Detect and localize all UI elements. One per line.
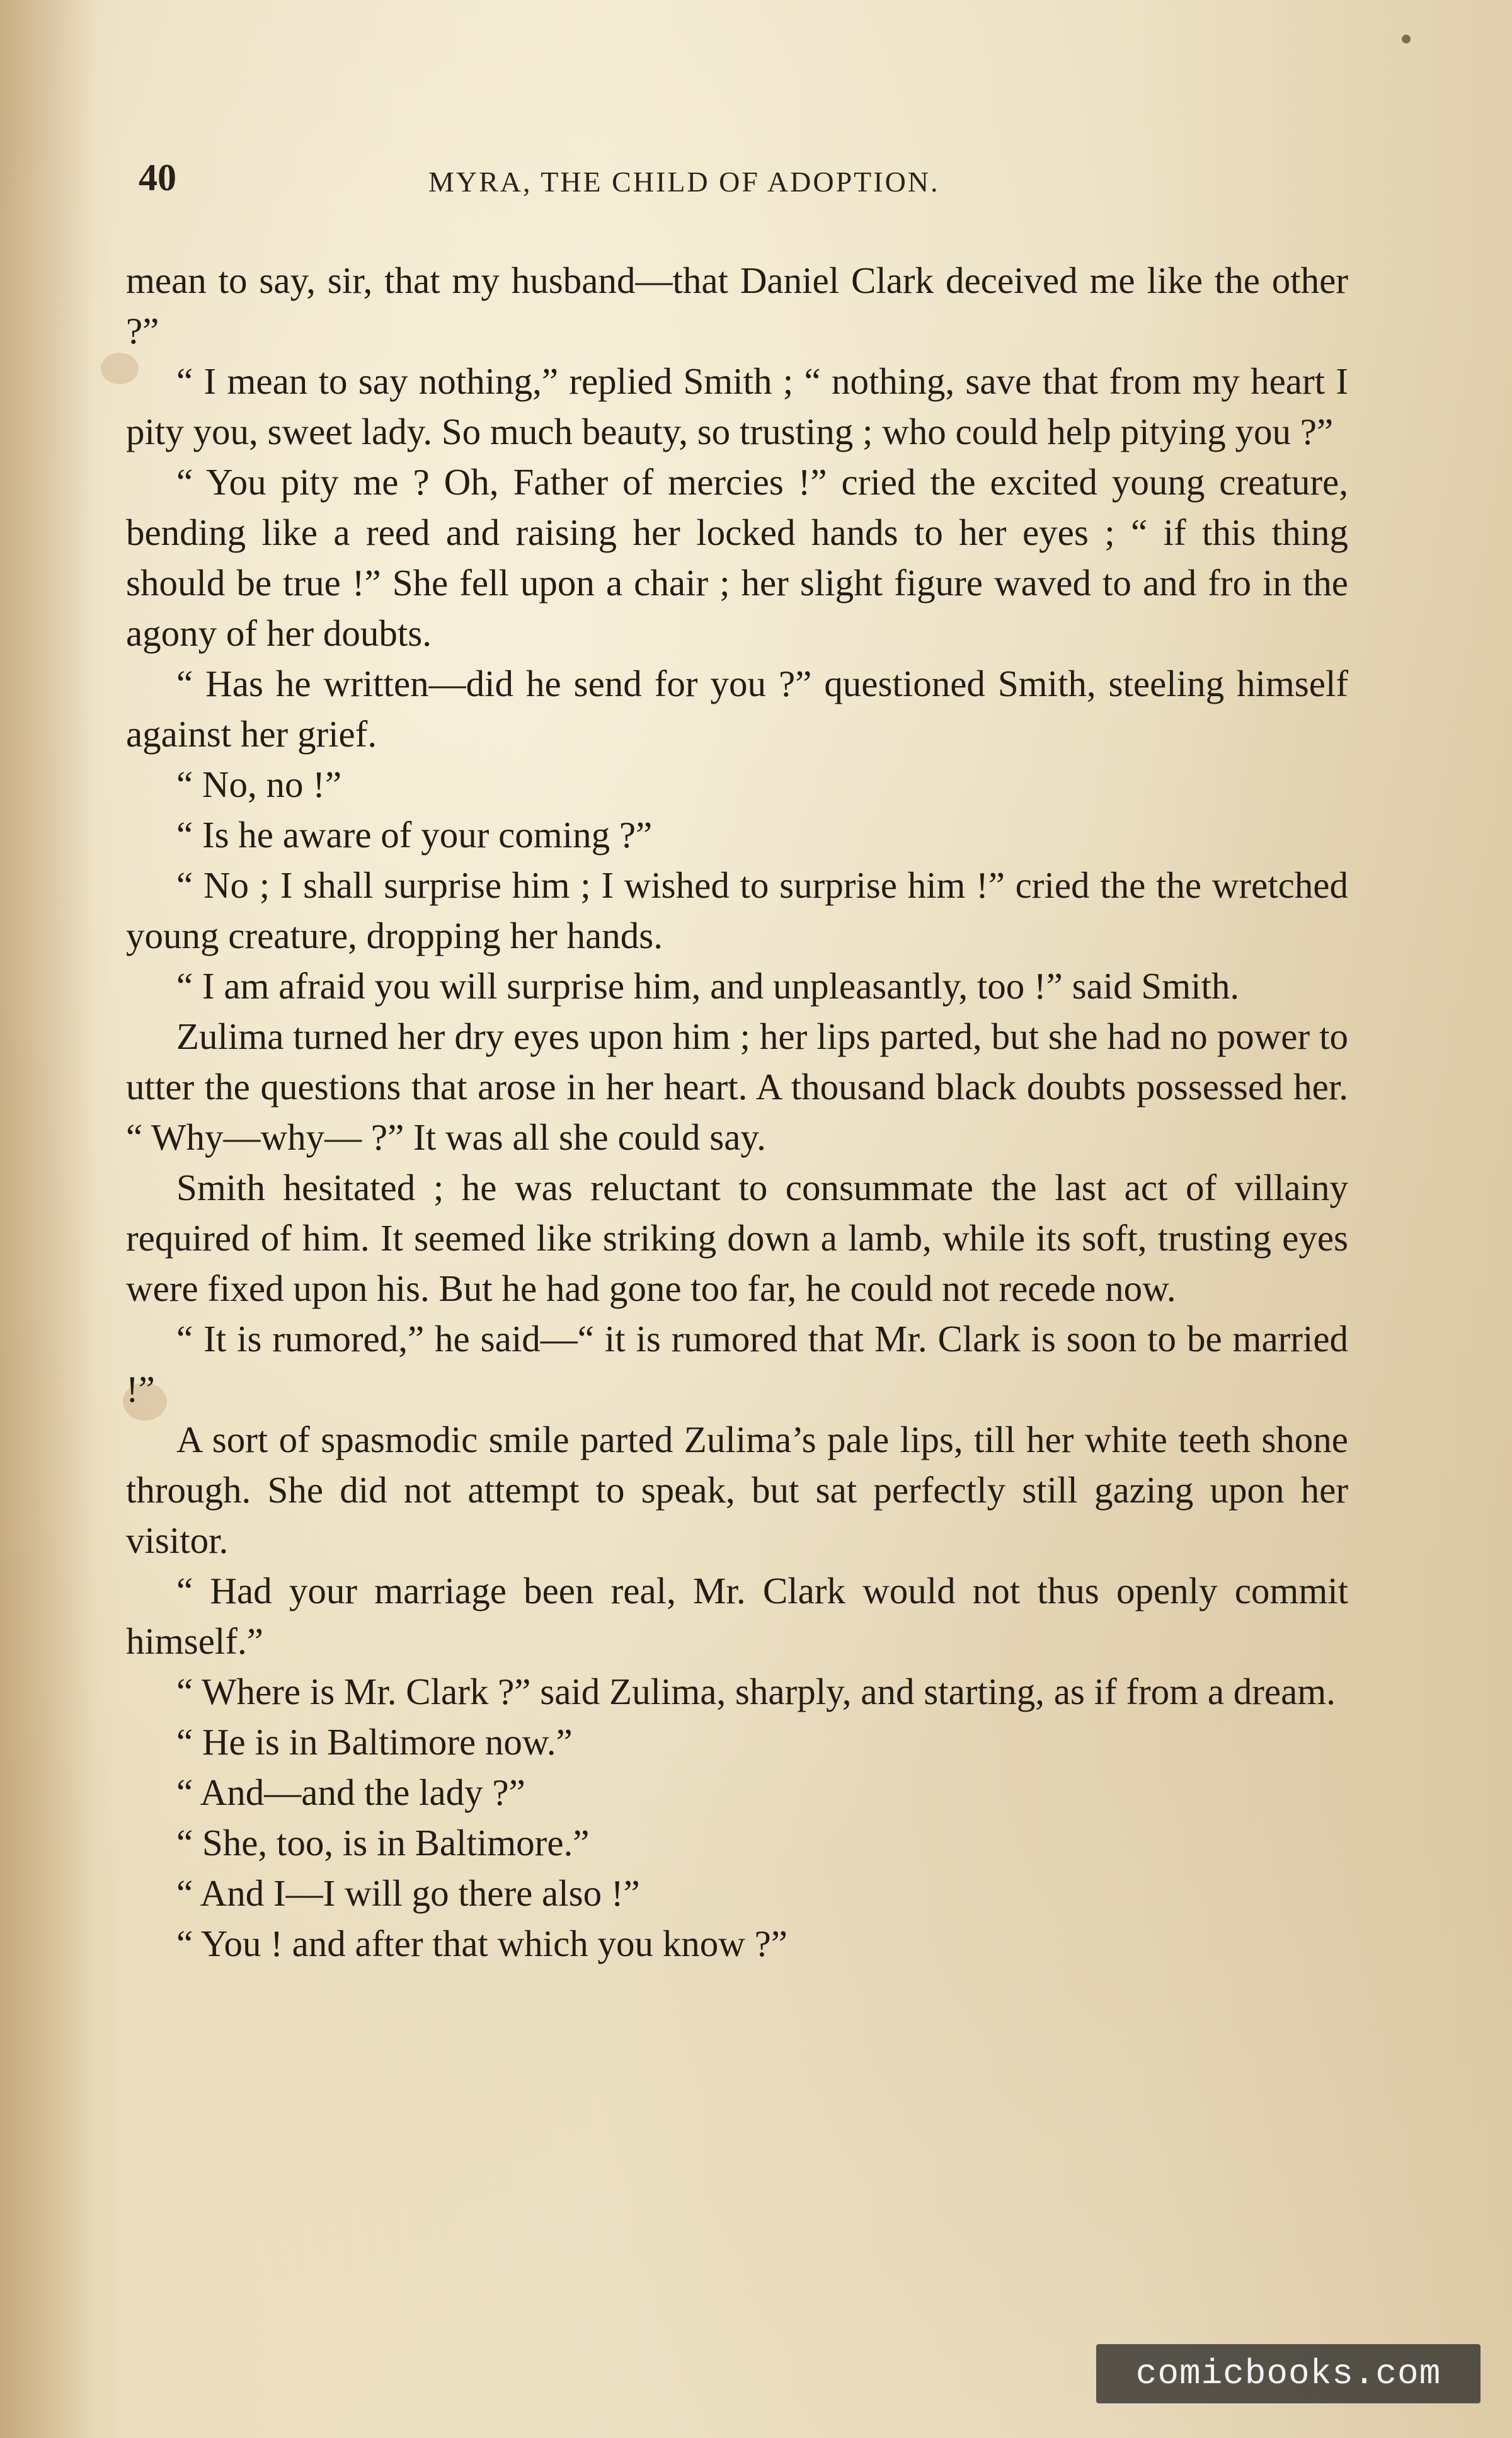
paragraph: A sort of spasmodic smile parted Zulima’s pale lips, till her white teeth shone through. She did not attempt to speak, but sat perfectly still gazing upon her visitor. (126, 1419, 1348, 1561)
paragraph: “ You pity me ? Oh, Father of mercies !” cried the excited young creature, bending like a reed and raising her locked hands to her eyes ; “ if this thing should be true !” She fell upon a chair ; her slight figure waved to and fro in the agony of her doubts. (126, 461, 1348, 654)
spine-shadow (0, 0, 94, 2438)
body-text (126, 255, 1348, 1969)
paragraph: Zulima turned her dry eyes upon him ; her lips parted, but she had no power to utter the questions that arose in her heart. A thousand black doubts possessed her. “ Why—why— ?” It was all she could say. (126, 1016, 1348, 1158)
paragraph: “ You ! and after that which you know ?” (176, 1923, 788, 1964)
paragraph: “ Where is Mr. Clark ?” said Zulima, sharply, and starting, as if from a dream. (176, 1671, 1336, 1712)
site-watermark (1096, 2344, 1480, 2403)
running-head: MYRA, THE CHILD OF ADOPTION. (428, 166, 940, 198)
watermark-text: comicbooks.com (1135, 2354, 1441, 2394)
paragraph: “ Is he aware of your coming ?” (176, 814, 653, 856)
paragraph: “ Had your marriage been real, Mr. Clark would not thus openly commit himself.” (126, 1570, 1348, 1662)
paragraph: mean to say, sir, that my husband—that Daniel Clark deceived me like the other ?” (126, 260, 1348, 352)
paragraph: “ I am afraid you will surprise him, and unpleasantly, too !” said Smith. (176, 965, 1240, 1007)
paragraph: “ I mean to say nothing,” replied Smith ; “ nothing, save that from my heart I pity you, sweet lady. So much beauty, so trusting ; who could help pitying you ?” (126, 360, 1348, 452)
paragraph: “ Has he written—did he send for you ?” questioned Smith, steeling himself against her grief. (126, 663, 1348, 755)
paragraph: “ No ; I shall surprise him ; I wished to surprise him !” cried the the wretched young creature, dropping her hands. (126, 864, 1348, 956)
paragraph: Smith hesitated ; he was reluctant to consummate the last act of villainy required of him. It seemed like striking down a lamb, while its soft, trusting eyes were fixed upon his. But he had gone too far, he could not recede now. (126, 1167, 1348, 1309)
page-stain (1402, 35, 1411, 43)
paragraph: “ It is rumored,” he said—“ it is rumored that Mr. Clark is soon to be married !” (126, 1318, 1348, 1410)
paragraph: “ And I—I will go there also !” (176, 1872, 640, 1914)
paragraph: “ She, too, is in Baltimore.” (176, 1822, 590, 1863)
page-header (139, 156, 1367, 207)
paragraph: “ And—and the lady ?” (176, 1771, 525, 1813)
paragraph: “ He is in Baltimore now.” (176, 1721, 573, 1763)
paragraph: “ No, no !” (176, 764, 342, 805)
page-number: 40 (139, 157, 176, 198)
